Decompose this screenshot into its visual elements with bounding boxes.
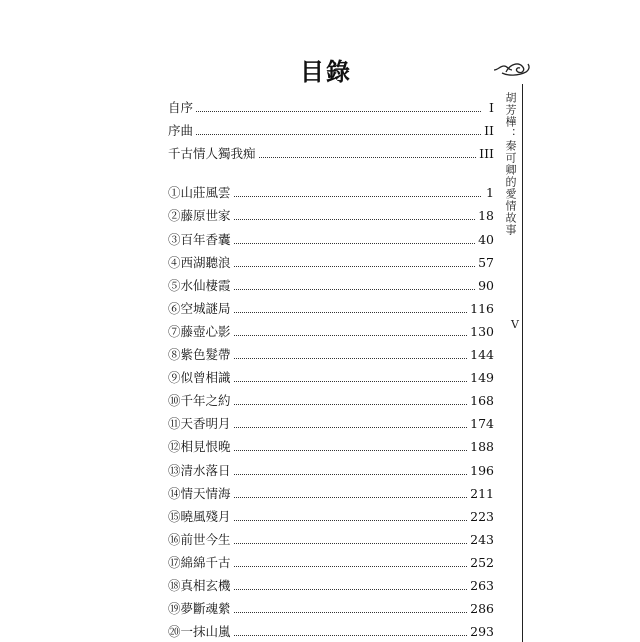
entry-title: ⑲夢斷魂縈 [168,601,231,617]
leader-dots [234,427,468,428]
entry-page: 196 [470,462,494,478]
vertical-rule [522,84,523,642]
toc-entry [168,454,494,477]
folio-number: V [511,318,519,331]
leader-dots [196,111,481,112]
entry-page: 188 [470,439,494,455]
entry-title: ⑨似曾相識 [168,370,231,386]
entry-page: 211 [470,485,494,501]
entry-title: ⑧紫色髮帶 [168,347,231,363]
leader-dots [234,219,476,220]
entry-title: ②藤原世家 [168,208,231,224]
entry-page: 293 [470,624,494,640]
entry-page: 223 [470,508,494,524]
cloud-ornament-icon [492,58,532,78]
entry-page: 286 [470,601,494,617]
chapter-list [168,177,494,639]
leader-dots [196,134,481,135]
toc-entry [168,431,494,454]
toc-entry [168,247,494,270]
toc-entry [168,115,494,138]
toc-entry [168,200,494,223]
entry-title: ⑪天香明月 [168,416,231,432]
toc-entry [168,616,494,639]
toc-entry [168,501,494,524]
entry-title: ①山莊風雲 [168,185,231,201]
leader-dots [234,566,468,567]
leader-dots [234,543,468,544]
entry-title: ⑯前世今生 [168,531,231,547]
leader-dots [234,497,468,498]
toc-entry [168,92,494,115]
toc-entry [168,293,494,316]
toc-entry [168,524,494,547]
entry-page: 149 [470,370,494,386]
leader-dots [234,589,468,590]
leader-dots [234,358,468,359]
leader-dots [234,266,476,267]
toc-entry [168,270,494,293]
leader-dots [234,474,468,475]
table-of-contents [168,92,494,639]
leader-dots [234,381,468,382]
page-title: 目錄 [300,57,352,86]
leader-dots [234,520,468,521]
entry-title: ⑰綿綿千古 [168,554,231,570]
entry-title: ④西湖聽浪 [168,254,231,270]
entry-page: 116 [470,300,494,316]
leader-dots [234,196,481,197]
entry-page: 57 [478,254,494,270]
leader-dots [234,450,468,451]
entry-page: 243 [470,531,494,547]
entry-page: 144 [470,347,494,363]
entry-title: ⑮曉風殘月 [168,508,231,524]
toc-entry [168,339,494,362]
entry-title: ⑤水仙棲霞 [168,277,231,293]
entry-title: ⑥空城謎局 [168,300,231,316]
entry-title: 千古情人獨我痴 [168,146,256,162]
entry-page: 174 [470,416,494,432]
toc-entry [168,138,494,161]
leader-dots [234,289,476,290]
leader-dots [234,335,468,336]
preliminary-list [168,92,494,161]
toc-entry [168,316,494,339]
toc-entry [168,593,494,616]
entry-page: II [484,123,494,139]
toc-entry [168,478,494,501]
toc-entry [168,570,494,593]
entry-page: 168 [470,393,494,409]
toc-entry [168,408,494,431]
entry-title: ⑩千年之約 [168,393,231,409]
entry-page: 263 [470,577,494,593]
leader-dots [234,312,468,313]
entry-title: ⑳一抹山嵐 [168,624,231,640]
entry-page: 252 [470,554,494,570]
entry-title: 序曲 [168,123,194,139]
entry-title: ⑱真相玄機 [168,577,231,593]
toc-entry [168,223,494,246]
entry-title: ⑫相見恨晚 [168,439,231,455]
entry-page: 40 [478,231,494,247]
entry-title: ⑦藤壺心影 [168,323,231,339]
entry-page: 90 [478,277,494,293]
toc-entry [168,547,494,570]
toc-entry [168,385,494,408]
entry-page: I [489,100,494,116]
entry-title: ⑭情天情海 [168,485,231,501]
leader-dots [234,612,468,613]
leader-dots [234,243,476,244]
toc-entry [168,362,494,385]
entry-title: ⑬清水落日 [168,462,231,478]
leader-dots [234,404,468,405]
leader-dots [234,635,468,636]
entry-page: 18 [478,208,494,224]
entry-page: 130 [470,323,494,339]
entry-title: ③百年香囊 [168,231,231,247]
entry-page: III [479,146,494,162]
running-title: 胡芳樺：秦可卿的愛情故事 [504,92,517,236]
entry-title: 自序 [168,100,194,116]
toc-entry [168,177,494,200]
entry-page: 1 [486,185,494,201]
leader-dots [259,157,477,158]
